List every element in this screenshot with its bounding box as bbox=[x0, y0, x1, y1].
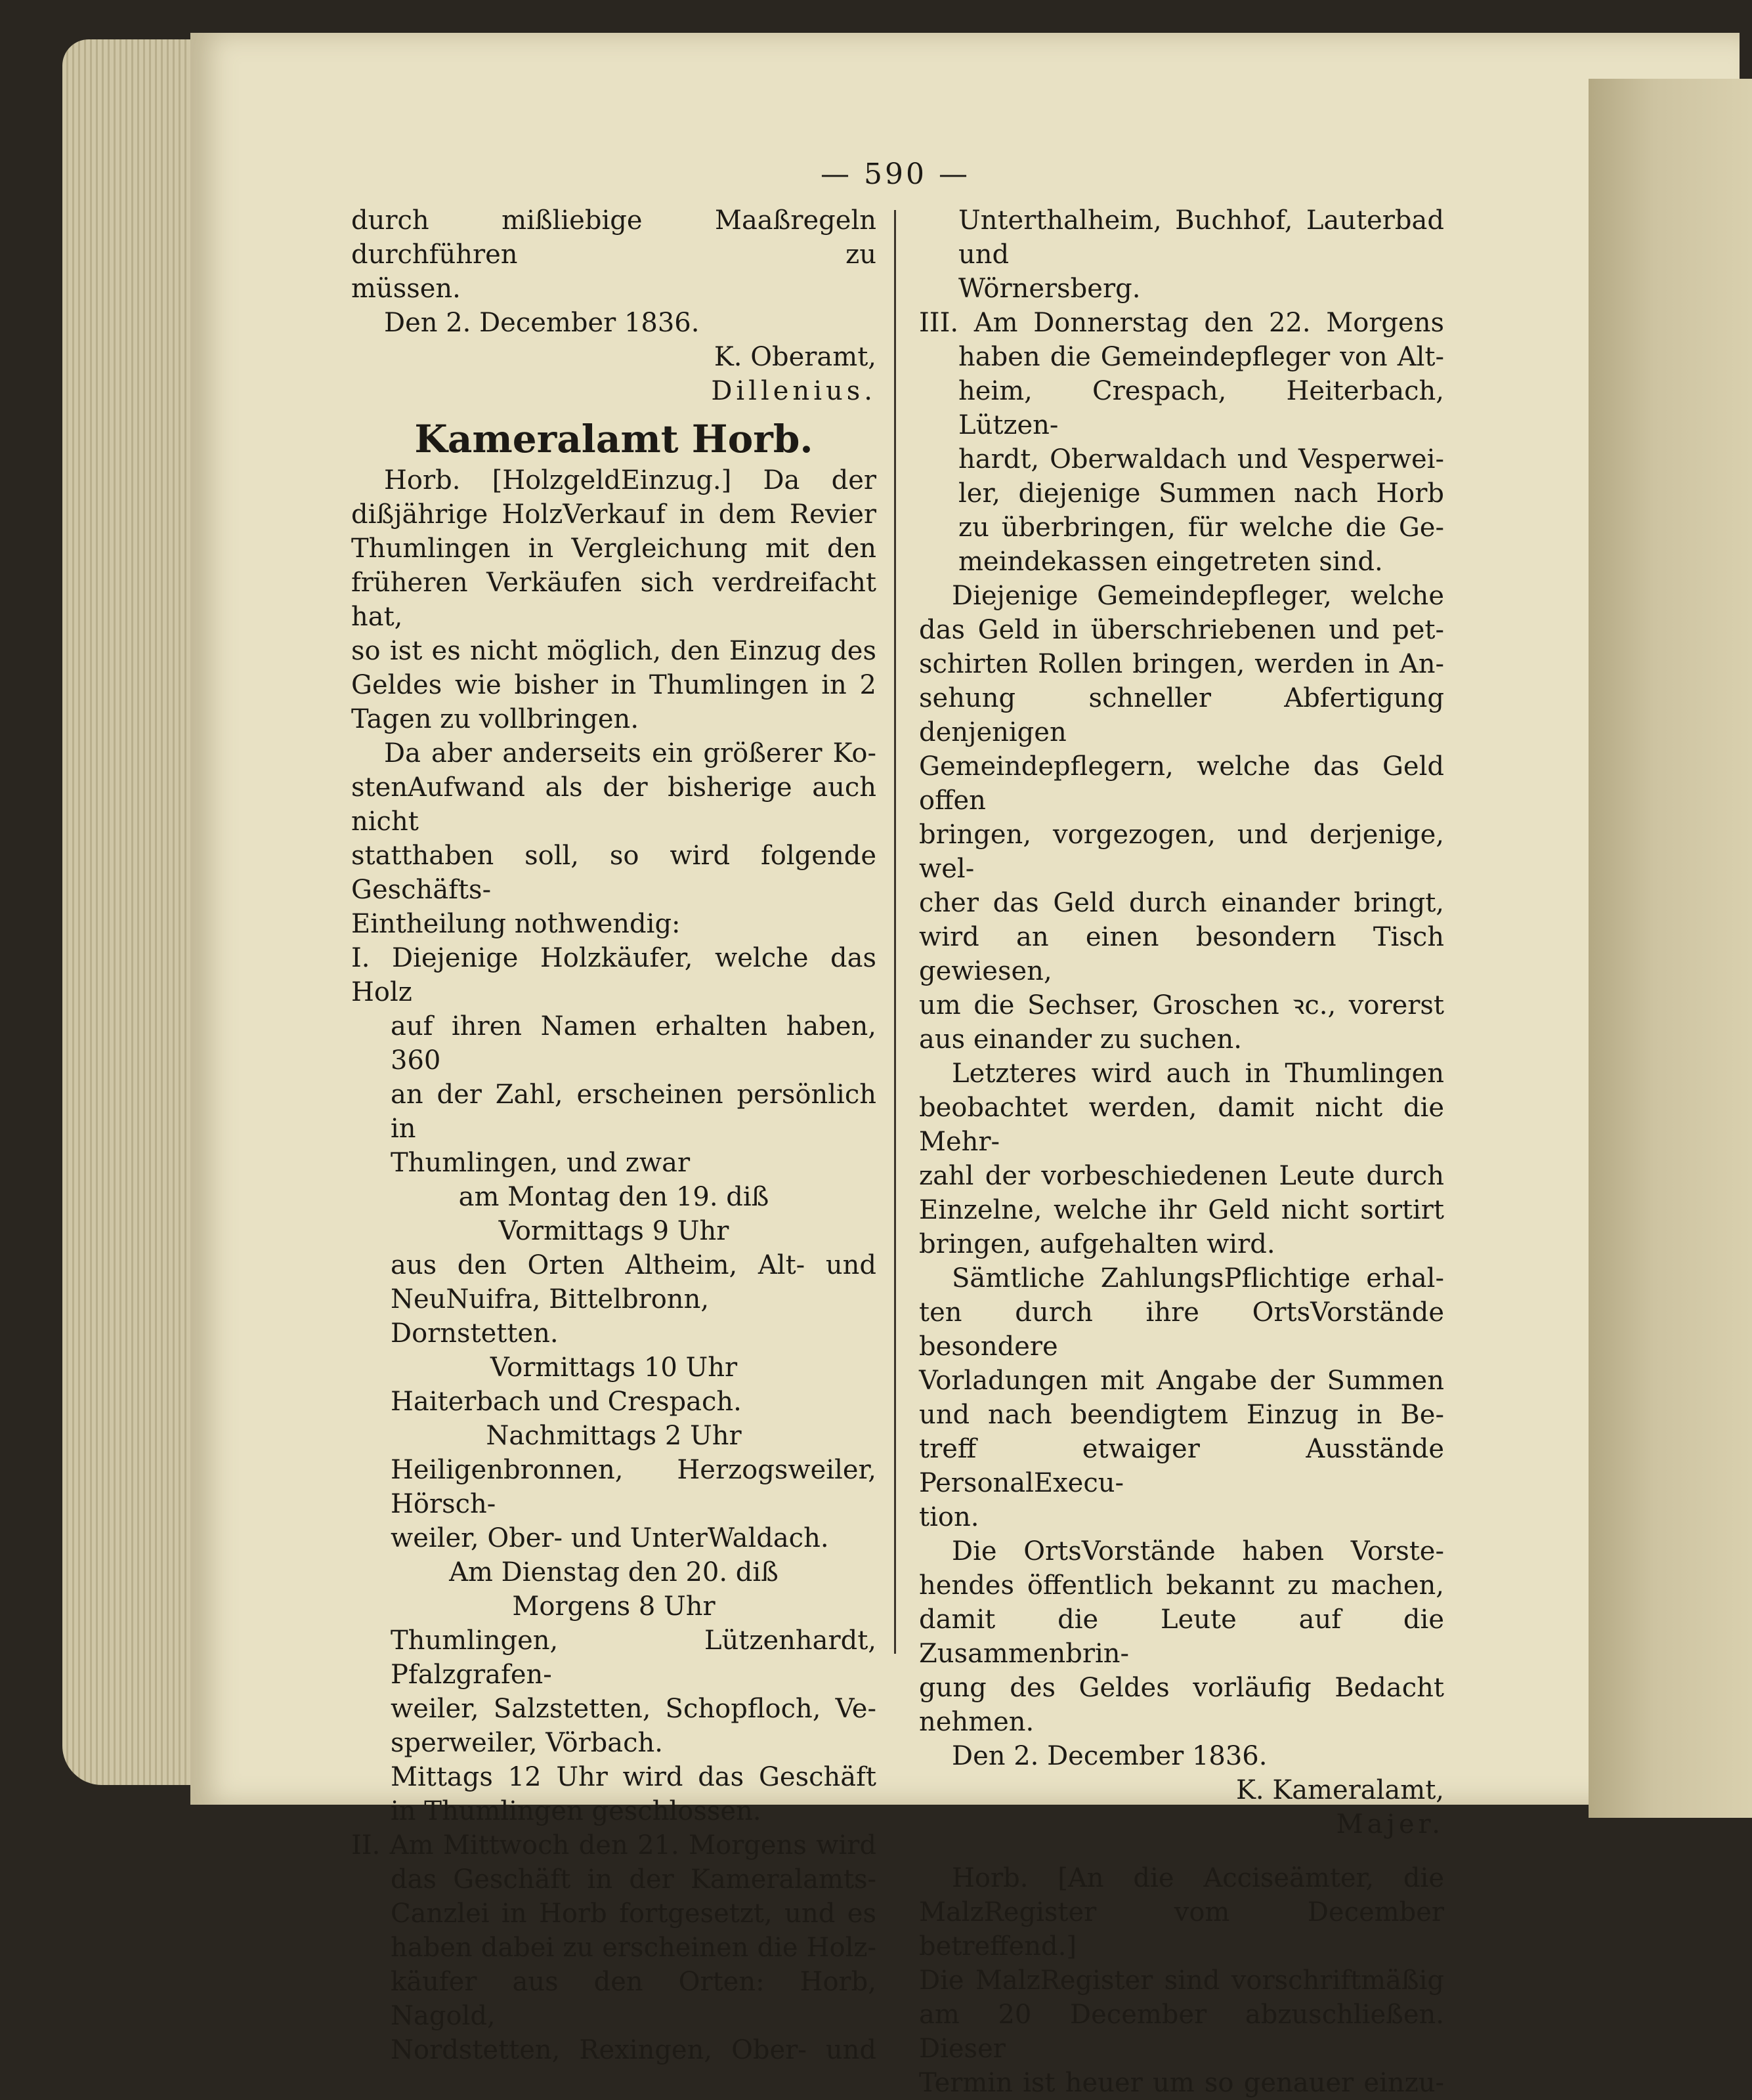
signature-office: K. Kameralamt, bbox=[1236, 1775, 1444, 1805]
list-item: III. Am Donnerstag den 22. Morgens bbox=[919, 308, 1444, 338]
text-line: Wörnersberg. bbox=[958, 274, 1141, 304]
text-line: Letzteres wird auch in Thumlingen bbox=[952, 1059, 1444, 1089]
text-line: bringen, vorgezogen, und derjenige, wel- bbox=[919, 820, 1444, 884]
text-line: so ist es nicht möglich, den Einzug des bbox=[351, 636, 876, 666]
signature-name: Majer. bbox=[1336, 1809, 1444, 1839]
text-line: um die Sechser, Groschen ꝛc., vorerst bbox=[919, 990, 1444, 1020]
page-number: — 590 — bbox=[821, 158, 970, 191]
text-line: Thumlingen, und zwar bbox=[391, 1148, 691, 1178]
schedule-line: sperweiler, Vörbach. bbox=[391, 1728, 663, 1758]
text-line: auf ihren Namen erhalten haben, 360 bbox=[391, 1011, 876, 1076]
text-line: meindekassen eingetreten sind. bbox=[958, 547, 1383, 577]
text-line: Die OrtsVorstände haben Vorste- bbox=[952, 1536, 1444, 1566]
text-line: und nach beendigtem Einzug in Be- bbox=[919, 1400, 1444, 1430]
right-column bbox=[919, 203, 1444, 2100]
schedule-line: Mittags 12 Uhr wird das Geschäft bbox=[391, 1762, 876, 1792]
text-line: gung des Geldes vorläufig Bedacht nehmen. bbox=[919, 1673, 1444, 1737]
text-line: Thumlingen in Vergleichung mit den bbox=[351, 534, 876, 564]
text-line: hendes öffentlich bekannt zu machen, bbox=[919, 1570, 1444, 1601]
text-line: ten durch ihre OrtsVorstände besondere bbox=[919, 1297, 1444, 1362]
text-line: Diejenige Gemeindepfleger, welche bbox=[952, 581, 1444, 611]
schedule-line: weiler, Salzstetten, Schopfloch, Ve- bbox=[391, 1694, 876, 1724]
text-line: am 20 December abzuschließen. Dieser bbox=[919, 2000, 1444, 2064]
text-line: wird an einen besondern Tisch gewiesen, bbox=[919, 922, 1444, 986]
schedule-line: Morgens 8 Uhr bbox=[512, 1591, 716, 1622]
schedule-line: Haiterbach und Crespach. bbox=[391, 1387, 742, 1417]
text-line: Gemeindepflegern, welche das Geld offen bbox=[919, 751, 1444, 816]
section-heading: Kameralamt Horb. bbox=[414, 417, 813, 461]
text-line: Canzlei in Horb fortgesetzt, und es bbox=[391, 1899, 876, 1929]
text-line: Eintheilung nothwendig: bbox=[351, 909, 681, 939]
text-line: an der Zahl, erscheinen persönlich in bbox=[391, 1080, 876, 1144]
schedule-line: in Thumlingen geschlossen. bbox=[391, 1796, 761, 1826]
text-line: Nordstetten, Rexingen, Ober- und bbox=[391, 2035, 876, 2065]
text-line: zahl der vorbeschiedenen Leute durch bbox=[919, 1161, 1444, 1191]
text-line: Die MalzRegister sind vorschriftmäßig bbox=[919, 1965, 1444, 1996]
text-line: haben die Gemeindepfleger von Alt- bbox=[958, 342, 1444, 372]
text-line: stenAufwand als der bisherige auch nicht bbox=[351, 772, 876, 837]
text-line: bringen, aufgehalten wird. bbox=[919, 1229, 1275, 1259]
spacer bbox=[919, 1841, 1444, 1861]
text-line: Vorladungen mit Angabe der Summen bbox=[919, 1366, 1444, 1396]
text-line: Unterthalheim, Buchhof, Lauterbad und bbox=[958, 205, 1444, 270]
list-item: I. Diejenige Holzkäufer, welche das Holz bbox=[351, 943, 876, 1007]
schedule-line: weiler, Ober- und UnterWaldach. bbox=[391, 1523, 829, 1553]
schedule-line: Thumlingen, Lützenhardt, Pfalzgrafen- bbox=[391, 1626, 876, 1690]
text-line: das Geschäft in der Kameralamts- bbox=[391, 1864, 876, 1895]
text-line: zu überbringen, für welche die Ge- bbox=[958, 513, 1444, 543]
text-line: das Geld in überschriebenen und pet- bbox=[919, 615, 1444, 645]
text-line: Tagen zu vollbringen. bbox=[351, 704, 639, 734]
schedule-line: am Montag den 19. diß bbox=[458, 1182, 769, 1212]
date-line: Den 2. December 1836. bbox=[384, 308, 700, 338]
date-line: Den 2. December 1836. bbox=[952, 1741, 1268, 1771]
text-line: Horb. [An die Acciseämter, die bbox=[952, 1863, 1444, 1893]
text-line: cher das Geld durch einander bringt, bbox=[919, 888, 1444, 918]
schedule-line: NeuNuifra, Bittelbronn, Dornstetten. bbox=[391, 1284, 710, 1349]
text-line: heim, Crespach, Heiterbach, Lützen- bbox=[958, 376, 1444, 440]
text-line: Horb. [HolzgeldEinzug.] Da der bbox=[384, 465, 876, 495]
text-line: schirten Rollen bringen, werden in An- bbox=[919, 649, 1444, 679]
list-item: II. Am Mittwoch den 21. Morgens wird bbox=[351, 1830, 876, 1860]
text-line: tion. bbox=[919, 1502, 979, 1532]
left-column bbox=[351, 203, 876, 2067]
text-line: aus einander zu suchen. bbox=[919, 1024, 1242, 1055]
text-line: damit die Leute auf die Zusammenbrin- bbox=[919, 1605, 1444, 1669]
signature-office: K. Oberamt, bbox=[714, 342, 876, 372]
signature-name: Dillenius. bbox=[711, 376, 876, 406]
schedule-line: Am Dienstag den 20. diß bbox=[449, 1557, 779, 1587]
text-line: hardt, Oberwaldach und Vesperwei- bbox=[958, 444, 1444, 474]
column-divider bbox=[894, 210, 896, 1654]
schedule-line: Vormittags 10 Uhr bbox=[490, 1353, 738, 1383]
text-line: Sämtliche ZahlungsPflichtige erhal- bbox=[952, 1263, 1444, 1293]
text-line: haben dabei zu erscheinen die Holz- bbox=[391, 1933, 876, 1963]
text-line: treff etwaiger Ausstände PersonalExecu- bbox=[919, 1434, 1444, 1498]
text-line: ler, diejenige Summen nach Horb bbox=[958, 478, 1444, 509]
text-line: durch mißliebige Maaßregeln durchführen zu bbox=[351, 205, 876, 270]
text-line: sehung schneller Abfertigung denjenigen bbox=[919, 683, 1444, 747]
text-line: statthaben soll, so wird folgende Geschäfts- bbox=[351, 841, 876, 905]
text-line: beobachtet werden, damit nicht die Mehr- bbox=[919, 1093, 1444, 1157]
text-line: Einzelne, welche ihr Geld nicht sortirt bbox=[919, 1195, 1444, 1225]
text-line: dißjährige HolzVerkauf in dem Revier bbox=[351, 499, 876, 530]
text-line: Termin ist heuer um so genauer einzu- bbox=[919, 2068, 1444, 2098]
text-line: müssen. bbox=[351, 274, 461, 304]
text-line: Geldes wie bisher in Thumlingen in 2 bbox=[351, 670, 876, 700]
schedule-line: Vormittags 9 Uhr bbox=[498, 1216, 729, 1246]
text-line: MalzRegister vom December betreffend.] bbox=[919, 1897, 1444, 1962]
text-line: Da aber anderseits ein größerer Ko- bbox=[384, 738, 876, 768]
schedule-line: aus den Orten Altheim, Alt- und bbox=[391, 1250, 876, 1280]
schedule-line: Nachmittags 2 Uhr bbox=[486, 1421, 742, 1451]
schedule-line: Heiligenbronnen, Herzogsweiler, Hörsch- bbox=[391, 1455, 876, 1519]
text-line: käufer aus den Orten: Horb, Nagold, bbox=[391, 1967, 876, 2031]
text-line: früheren Verkäufen sich verdreifacht hat, bbox=[351, 568, 876, 632]
facing-page-edge bbox=[1589, 79, 1752, 1818]
